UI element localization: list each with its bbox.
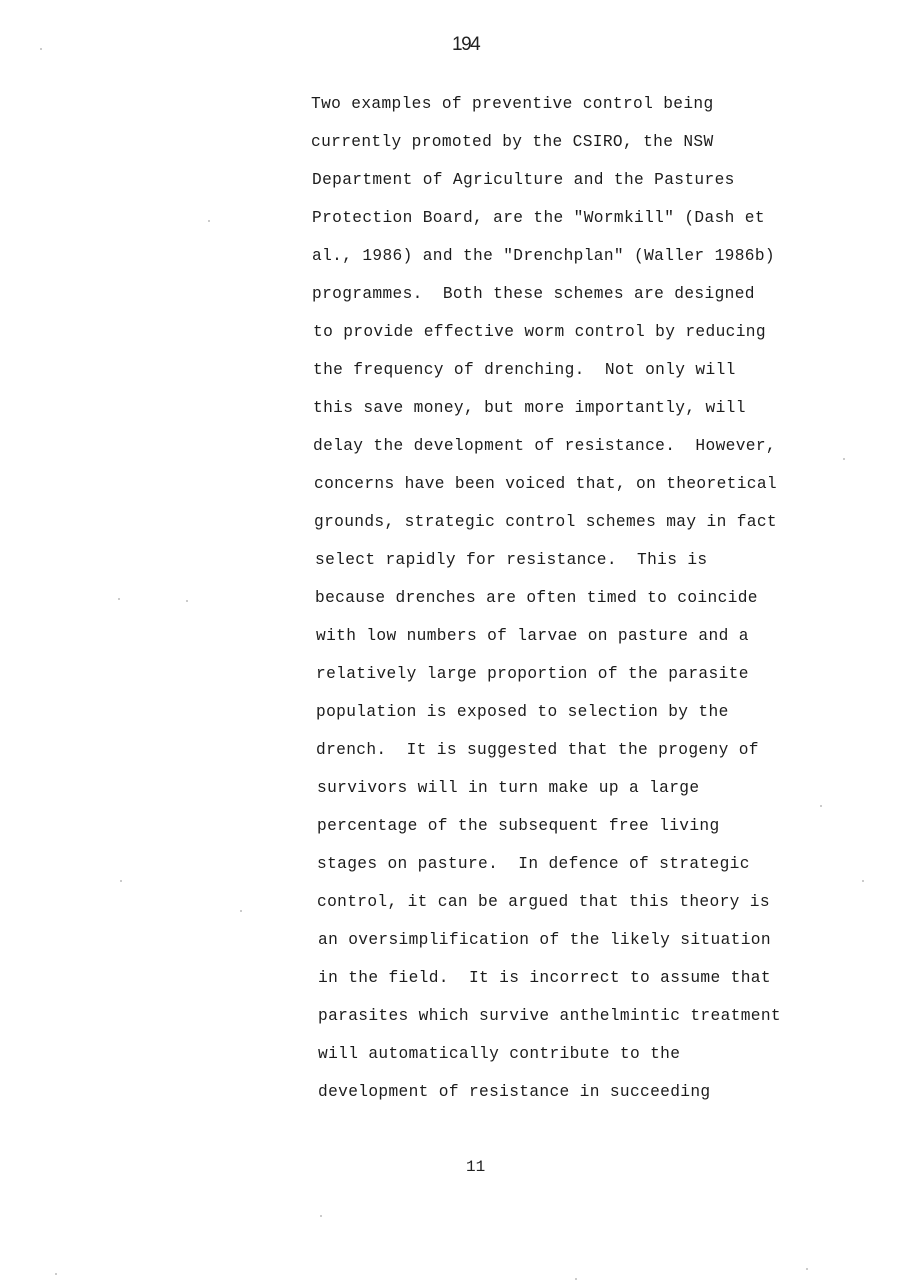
text-line: Two examples of preventive control being	[311, 95, 714, 113]
scan-speck	[208, 220, 210, 222]
scan-speck	[843, 458, 845, 460]
text-line: because drenches are often timed to coincide	[315, 589, 758, 607]
scan-speck	[862, 880, 864, 882]
text-line: grounds, strategic control schemes may in fact	[314, 513, 777, 531]
page-number-bottom: 11	[466, 1158, 486, 1176]
text-line: select rapidly for resistance. This is	[315, 551, 708, 569]
text-line: this save money, but more importantly, will	[313, 399, 746, 417]
text-line: control, it can be argued that this theory is	[317, 893, 770, 911]
scan-speck	[55, 1273, 57, 1275]
scan-speck	[575, 1278, 577, 1280]
scan-speck	[320, 1215, 322, 1217]
text-line: delay the development of resistance. However,	[313, 437, 776, 455]
text-line: relatively large proportion of the parasite	[316, 665, 749, 683]
text-line: the frequency of drenching. Not only will	[313, 361, 736, 379]
text-line: will automatically contribute to the	[318, 1045, 681, 1063]
scan-speck	[120, 880, 122, 882]
scan-speck	[186, 600, 188, 602]
text-line: stages on pasture. In defence of strategic	[317, 855, 750, 873]
text-line: an oversimplification of the likely situation	[318, 931, 771, 949]
text-line: currently promoted by the CSIRO, the NSW	[311, 133, 714, 151]
text-line: with low numbers of larvae on pasture and a	[316, 627, 749, 645]
text-line: Department of Agriculture and the Pastures	[312, 171, 735, 189]
text-line: population is exposed to selection by the	[316, 703, 729, 721]
text-line: Protection Board, are the "Wormkill" (Dash et	[312, 209, 765, 227]
text-line: concerns have been voiced that, on theoretical	[314, 475, 777, 493]
text-line: programmes. Both these schemes are designed	[312, 285, 755, 303]
text-line: drench. It is suggested that the progeny of	[316, 741, 759, 759]
text-line: al., 1986) and the "Drenchplan" (Waller 1986b)	[312, 247, 775, 265]
page-number-top: 194	[452, 34, 480, 55]
scan-speck	[820, 805, 822, 807]
text-line: percentage of the subsequent free living	[317, 817, 720, 835]
text-line: survivors will in turn make up a large	[317, 779, 700, 797]
text-line: in the field. It is incorrect to assume that	[318, 969, 771, 987]
text-line: parasites which survive anthelmintic treatment	[318, 1007, 781, 1025]
text-line: development of resistance in succeeding	[318, 1083, 711, 1101]
scan-speck	[806, 1268, 808, 1270]
scan-speck	[118, 598, 120, 600]
scan-speck	[240, 910, 242, 912]
scan-speck	[40, 48, 42, 50]
text-line: to provide effective worm control by reducing	[313, 323, 766, 341]
